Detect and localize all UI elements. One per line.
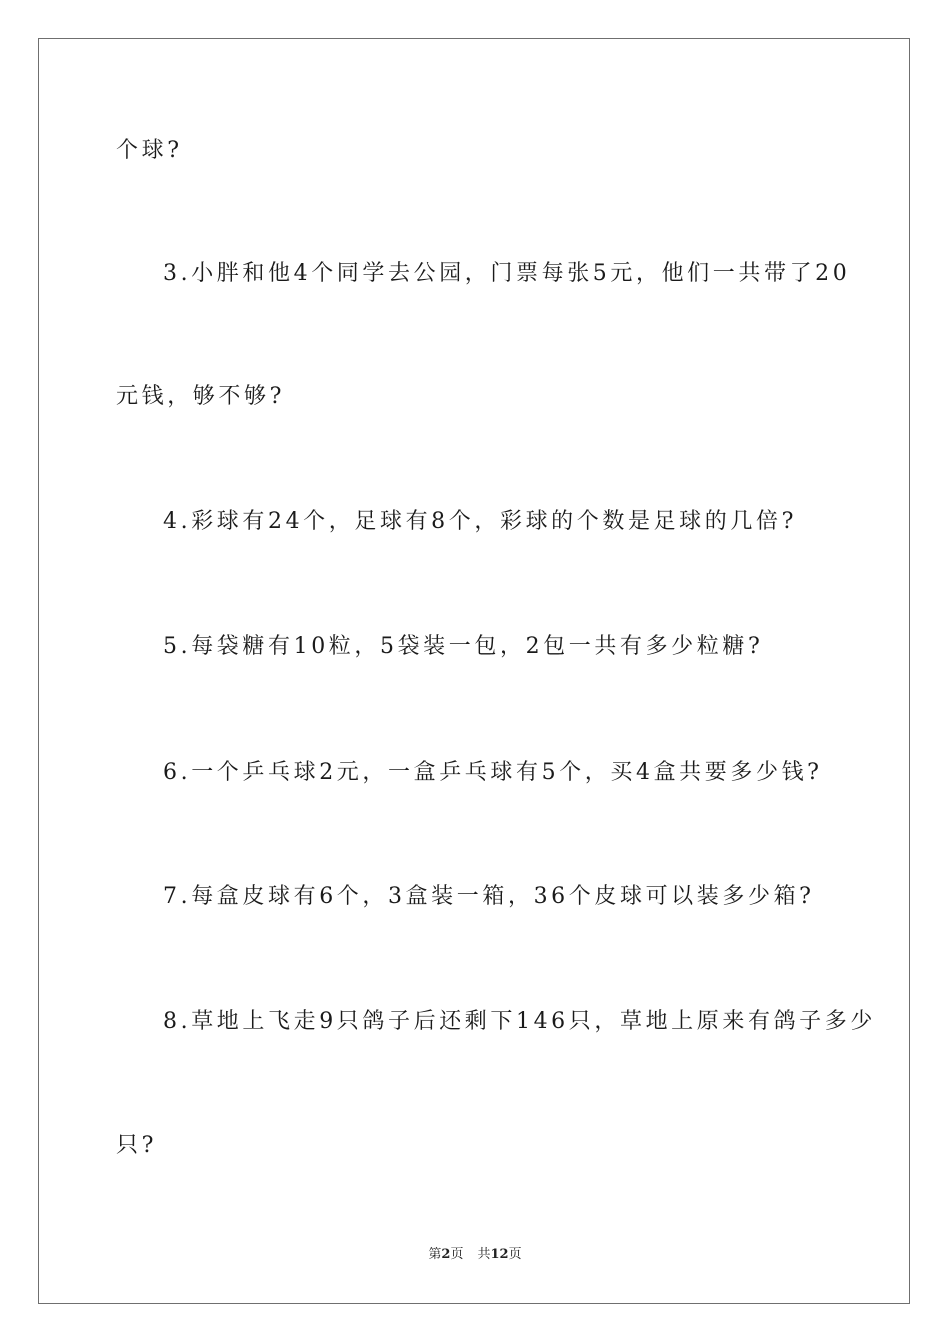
problem-3-line-1: 3.小胖和他4个同学去公园，门票每张5元，他们一共带了20 (163, 261, 851, 286)
problem-8-line-2: 只? (116, 1133, 157, 1158)
problem-3-line-2: 元钱，够不够? (116, 384, 285, 409)
problem-6: 6.一个乒乓球2元，一盒乒乓球有5个，买4盒共要多少钱? (163, 760, 823, 785)
page-footer (0, 1246, 950, 1264)
problem-7: 7.每盒皮球有6个，3盒装一箱，36个皮球可以装多少箱? (163, 884, 815, 909)
footer-total-suffix: 页 (508, 1247, 522, 1262)
problem-8-line-1: 8.草地上飞走9只鸽子后还剩下146只，草地上原来有鸽子多少 (163, 1009, 876, 1034)
footer-page-prefix: 第 (428, 1247, 442, 1262)
footer-total-prefix: 共 (477, 1247, 491, 1262)
footer-page-suffix: 页 (450, 1247, 464, 1262)
problem-5: 5.每袋糖有10粒，5袋装一包，2包一共有多少粒糖? (163, 634, 764, 659)
footer-page-number: 2 (441, 1247, 451, 1262)
page-border (38, 38, 910, 1304)
footer-total-number: 12 (490, 1247, 509, 1262)
problem-4: 4.彩球有24个，足球有8个，彩球的个数是足球的几倍? (163, 509, 797, 534)
text-line-continuation: 个球? (116, 138, 183, 163)
